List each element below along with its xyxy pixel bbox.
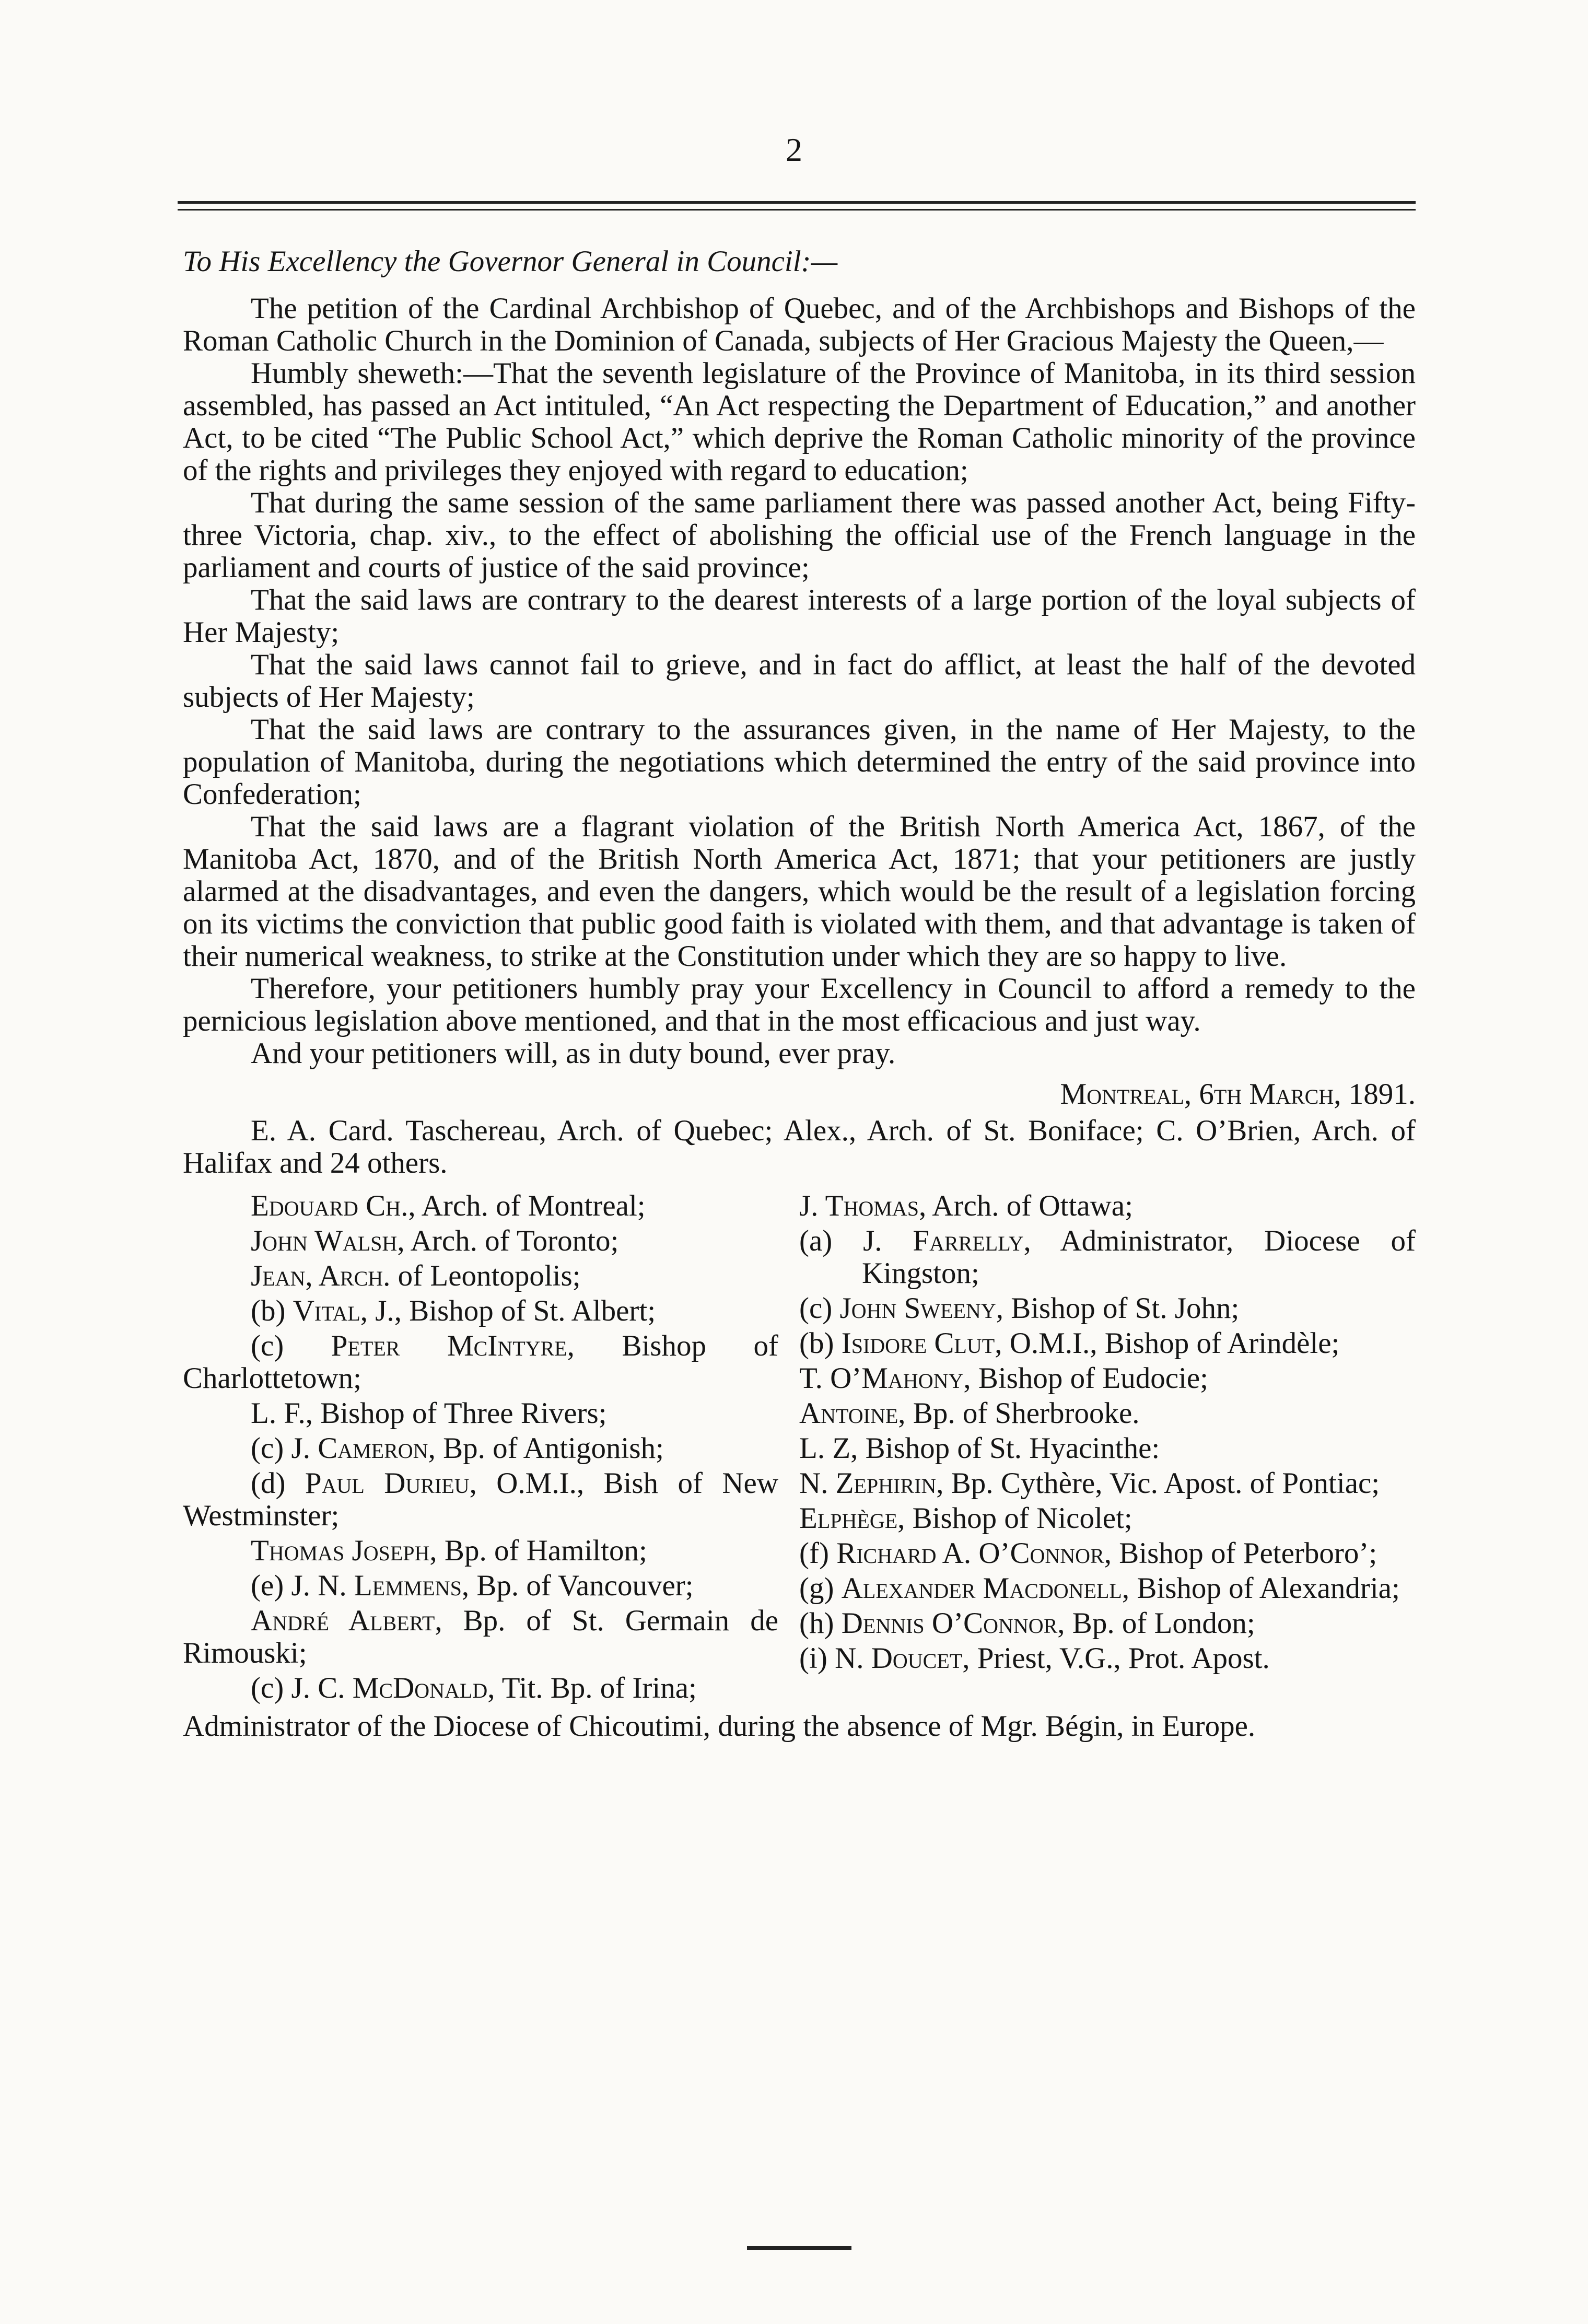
signatory-name: Alexander Macdonell bbox=[841, 1572, 1122, 1605]
signatory-title: , Bp. of Vancouver; bbox=[461, 1569, 694, 1602]
signatory-name: Thomas Joseph bbox=[251, 1534, 430, 1567]
signatory-title: , Bp. of Antigonish; bbox=[428, 1432, 664, 1465]
signatory-name: Jean, Arch. bbox=[251, 1259, 391, 1292]
signatory-entry bbox=[799, 1607, 1416, 1640]
signatory-entry bbox=[183, 1190, 778, 1222]
signatory-title: , Arch. of Ottawa; bbox=[918, 1189, 1133, 1222]
signatory-title: , Bishop of St. Albert; bbox=[394, 1294, 656, 1327]
signatory-name: John Sweeny bbox=[839, 1292, 996, 1325]
signatory-name: J. C. McDonald bbox=[291, 1672, 488, 1704]
signatory-entry bbox=[799, 1502, 1416, 1535]
signatory-entry bbox=[183, 1295, 778, 1327]
signatory-title: , Bishop of Peterboro’; bbox=[1104, 1537, 1377, 1570]
paragraph: That the said laws are a flagrant violation of the British North America Act, 1867, of the Manitoba Act, 1870, and of the British North America Act, 1871; that your petitioners are justly alarmed at the disadvantages, and even the dangers, which would be the result of a legislation forcing on its victims the conviction that public good faith is violated with them, and that advantage is taken of their numerical weakness, to strike at the Constitution under which they are so happy to live. bbox=[183, 810, 1416, 973]
signatory-note-marker: (h) bbox=[799, 1607, 842, 1640]
signatory-note-marker: (c) bbox=[799, 1292, 840, 1325]
signatory-name: T. O’Mahony bbox=[799, 1362, 964, 1395]
signatory-entry bbox=[183, 1397, 778, 1430]
signatory-title: , Tit. Bp. of Irina; bbox=[487, 1672, 697, 1704]
signatory-title: , Bp. of St. Germain de Rimouski; bbox=[183, 1604, 778, 1669]
signatory-entry bbox=[799, 1292, 1416, 1325]
signatory-name: J. Thomas bbox=[799, 1189, 919, 1222]
signatory-title: , Arch. of Toronto; bbox=[397, 1224, 619, 1257]
signatory-entry bbox=[183, 1535, 778, 1567]
petition-body bbox=[183, 246, 1416, 1743]
signatory-note-marker: (c) bbox=[251, 1672, 291, 1704]
signatory-entry bbox=[799, 1397, 1416, 1430]
signatory-title: , Bp. of London; bbox=[1057, 1607, 1255, 1640]
signatories-right-column bbox=[799, 1190, 1416, 1707]
signatory-note-marker: (e) bbox=[251, 1569, 291, 1602]
page-number: 2 bbox=[786, 131, 802, 168]
signatory-entry bbox=[799, 1467, 1416, 1500]
signatory-entry bbox=[183, 1330, 778, 1395]
signatory-note-marker: (c) bbox=[251, 1329, 331, 1362]
paragraph: Therefore, your petitioners humbly pray your Excellency in Council to afford a remedy to the pernicious legislation above mentioned, and that in the most efficacious and just way. bbox=[183, 972, 1416, 1037]
signatory-name: Peter McIntyre bbox=[331, 1329, 567, 1362]
signatory-name: Isidore Clut bbox=[841, 1327, 995, 1360]
signatory-note-marker: (b) bbox=[251, 1294, 293, 1327]
signatory-entry bbox=[183, 1467, 778, 1532]
signatory-title: , Bishop of Alexandria; bbox=[1122, 1572, 1400, 1605]
signatory-note-marker: (i) bbox=[799, 1642, 835, 1675]
signatory-note-marker: (a) bbox=[799, 1224, 863, 1257]
signatory-title: , Administrator, Diocese of Kingston; bbox=[862, 1224, 1416, 1290]
signatory-entry bbox=[799, 1327, 1416, 1360]
dateline: Montreal, 6th March, 1891. bbox=[1060, 1078, 1416, 1111]
signatory-note-marker: (f) bbox=[799, 1537, 837, 1570]
signatory-entry bbox=[799, 1432, 1416, 1465]
closing-note: Administrator of the Diocese of Chicoutimi, during the absence of Mgr. Bégin, in Europe. bbox=[183, 1710, 1256, 1743]
signatory-title: , Arch. of Montreal; bbox=[408, 1189, 646, 1222]
signatory-title: , Bishop of Eudocie; bbox=[963, 1362, 1208, 1395]
signatory-title: , O.M.I., Bish of New Westminster; bbox=[183, 1467, 778, 1532]
paragraph: That the said laws cannot fail to grieve, and in fact do afflict, at least the half of the devoted subjects of Her Majesty; bbox=[183, 648, 1416, 714]
end-rule bbox=[747, 2246, 851, 2250]
signatory-name: J. Farrelly bbox=[863, 1224, 1024, 1257]
signature-lead: E. A. Card. Taschereau, Arch. of Quebec; Alex., Arch. of St. Boniface; C. O’Brien, Arch. of Halifax and 24 others. bbox=[183, 1114, 1416, 1179]
signatory-entry bbox=[799, 1225, 1416, 1290]
signatory-name: Paul Durieu bbox=[305, 1467, 470, 1500]
signatory-title: L. F., Bishop of Three Rivers; bbox=[251, 1397, 607, 1430]
signatory-entry bbox=[799, 1642, 1416, 1675]
addressee: To His Excellency the Governor General in Council:— bbox=[183, 245, 838, 278]
signatory-title: , Priest, V.G., Prot. Apost. bbox=[962, 1642, 1270, 1675]
signatory-entry bbox=[799, 1537, 1416, 1570]
signatory-name: Vital, J. bbox=[293, 1294, 394, 1327]
signatory-title: of Leontopolis; bbox=[390, 1259, 581, 1292]
signatory-name: John Walsh bbox=[251, 1224, 398, 1257]
signatory-note-marker: (d) bbox=[251, 1467, 305, 1500]
signatory-entry bbox=[183, 1225, 778, 1257]
signatory-title: , Bp. of Sherbrooke. bbox=[898, 1397, 1140, 1430]
signatory-title: L. Z, Bishop of St. Hyacinthe: bbox=[799, 1432, 1160, 1465]
signatories bbox=[183, 1190, 1416, 1707]
signatory-entry bbox=[799, 1362, 1416, 1395]
paragraph: That the said laws are contrary to the dearest interests of a large portion of the loyal subjects of Her Majesty; bbox=[183, 583, 1416, 649]
signatory-title: , Bishop of Nicolet; bbox=[897, 1502, 1132, 1535]
signatory-note-marker: (g) bbox=[799, 1572, 842, 1605]
signatory-title: , O.M.I., Bishop of Arindèle; bbox=[995, 1327, 1340, 1360]
paragraph: The petition of the Cardinal Archbishop of Quebec, and of the Archbishops and Bishops of the Roman Catholic Church in the Dominion of Canada, subjects of Her Gracious Majesty the Queen,— bbox=[183, 292, 1416, 357]
signatory-title: , Bp. Cythère, Vic. Apost. of Pontiac; bbox=[936, 1467, 1380, 1500]
signatory-name: J. Cameron bbox=[291, 1432, 428, 1465]
signatory-name: N. Doucet bbox=[835, 1642, 963, 1675]
signatory-entry bbox=[799, 1572, 1416, 1605]
signatory-entry bbox=[183, 1605, 778, 1669]
signatory-title: , Bishop of Charlottetown; bbox=[183, 1329, 778, 1395]
signatory-name: Elphège bbox=[799, 1502, 898, 1535]
signatory-name: André Albert bbox=[251, 1604, 435, 1637]
signatory-name: N. Zephirin bbox=[799, 1467, 937, 1500]
paragraph: That during the same session of the same parliament there was passed another Act, being Fifty-three Victoria, chap. xiv., to the effect of abolishing the official use of the French language in the parliament and courts of justice of the said province; bbox=[183, 486, 1416, 584]
signatory-entry bbox=[799, 1190, 1416, 1222]
signatory-name: Dennis O’Connor bbox=[841, 1607, 1058, 1640]
signatory-title: , Bishop of St. John; bbox=[996, 1292, 1240, 1325]
signatory-name: Edouard Ch. bbox=[251, 1189, 408, 1222]
signatory-note-marker: (b) bbox=[799, 1327, 842, 1360]
signatory-name: J. N. Lemmens bbox=[291, 1569, 462, 1602]
top-rule-thin bbox=[178, 209, 1416, 211]
signatory-name: Antoine bbox=[799, 1397, 898, 1430]
paragraph: That the said laws are contrary to the assurances given, in the name of Her Majesty, to the population of Manitoba, during the negotiations which determined the entry of the said province into Confederation; bbox=[183, 713, 1416, 811]
paragraph: And your petitioners will, as in duty bound, ever pray. bbox=[251, 1037, 896, 1070]
signatory-name: Richard A. O’Connor bbox=[836, 1537, 1104, 1570]
signatory-entry bbox=[183, 1260, 778, 1292]
paragraph: Humbly sheweth:—That the seventh legislature of the Province of Manitoba, in its third session assembled, has passed an Act intituled, “An Act respecting the Department of Education,” and another Act, to be cited “The Public School Act,” which deprive the Roman Catholic minority of the province of the rights and privileges they enjoyed with regard to education; bbox=[183, 357, 1416, 487]
signatory-entry bbox=[183, 1432, 778, 1465]
signatory-note-marker: (c) bbox=[251, 1432, 291, 1465]
signatory-title: , Bp. of Hamilton; bbox=[429, 1534, 647, 1567]
top-rule bbox=[178, 201, 1416, 204]
signatory-entry bbox=[183, 1570, 778, 1602]
signatory-entry bbox=[183, 1672, 778, 1704]
signatories-left-column bbox=[183, 1190, 799, 1707]
